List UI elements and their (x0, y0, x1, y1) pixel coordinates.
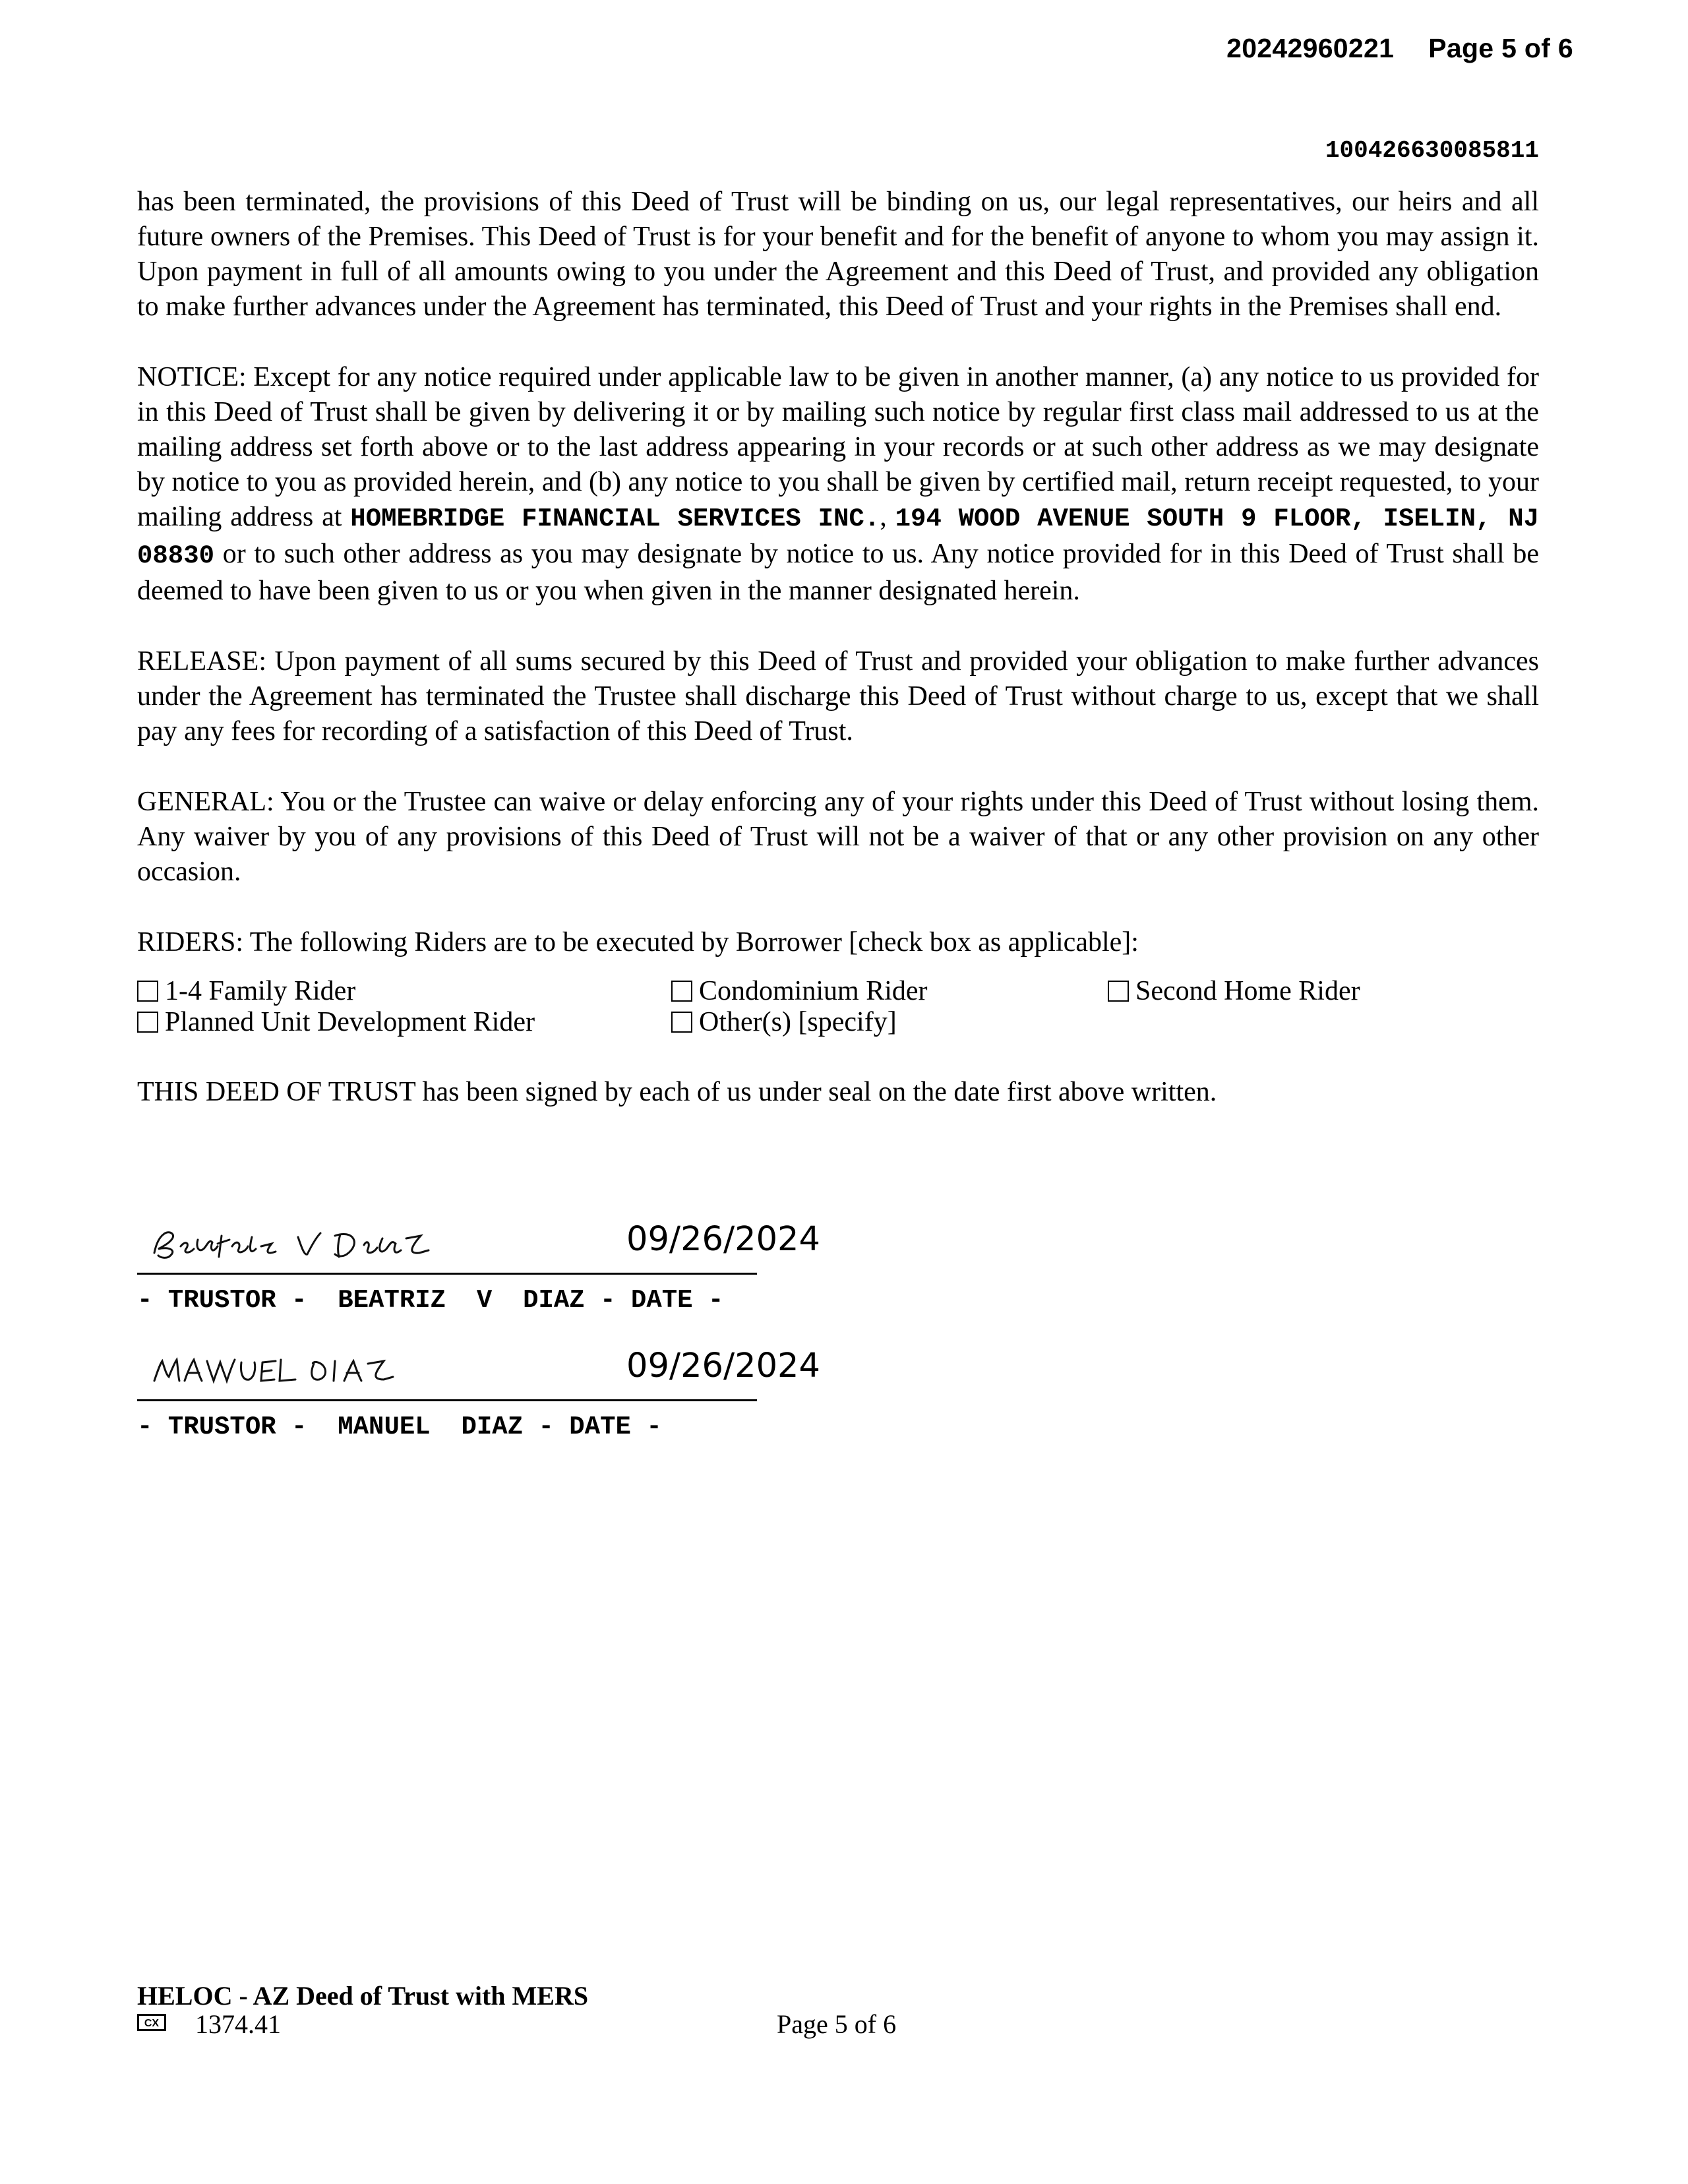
header-page-label: Page 5 of 6 (1428, 33, 1573, 63)
lender-name: HOMEBRIDGE FINANCIAL SERVICES INC. (350, 504, 880, 533)
checkbox-icon[interactable] (137, 981, 158, 1002)
signature-beatriz-diaz (149, 1220, 439, 1266)
rider-pud (137, 1007, 671, 1038)
rider-family (137, 976, 671, 1007)
checkbox-icon[interactable] (1108, 981, 1129, 1002)
rider-condominium (671, 976, 1108, 1007)
notice-text-start: NOTICE: Except for any notice required under applicable law to be given in another manner, (a) any notice to us provided for in this Deed of Trust shall be given by delivering it or by mailing such notice by regular first class mail addressed to us at the mailing address set forth above or to the last address appearing in your records or at such other address as we may designate by notice to you as provided herein, and (b) any notice to you shall be given by certified mail, return receipt requested, to your mailing address at (137, 362, 1539, 532)
lender-address: 194 WOOD AVENUE SOUTH 9 FLOOR, ISELIN, NJ 08830 (137, 504, 1540, 570)
cx-logo-icon (137, 2014, 166, 2031)
notice-comma: , (880, 502, 895, 532)
rider-second-home (1108, 976, 1503, 1007)
paragraph-continuation: has been terminated, the provisions of this Deed of Trust will be binding on us, our legal representatives, our heirs and all future owners of the Premises. This Deed of Trust is for your benefit and for the benefit of anyone to whom you may assign it. Upon payment in full of all amounts owing to you under the Agreement and this Deed of Trust, and provided any obligation to make further advances under the Agreement has terminated, this Deed of Trust and your rights in the Premises shall end. (137, 187, 1539, 322)
footer-page-number: Page 5 of 6 (777, 2009, 897, 2039)
rider-label: Second Home Rider (1135, 976, 1360, 1006)
recording-header (1226, 33, 1573, 64)
rider-label: Other(s) [specify] (699, 1007, 897, 1037)
signature-manuel-diaz (149, 1347, 400, 1393)
signature-caption: - TRUSTOR - MANUEL DIAZ - DATE - (137, 1412, 662, 1441)
riders-checklist (137, 976, 1539, 1038)
checkbox-icon[interactable] (671, 1012, 692, 1033)
recording-number: 20242960221 (1226, 33, 1395, 63)
paragraph-riders-intro: RIDERS: The following Riders are to be executed by Borrower [check box as applicable]: (137, 927, 1139, 957)
checkbox-icon[interactable] (137, 1012, 158, 1033)
footer (137, 2009, 1456, 2044)
notice-text-end: or to such other address as you may designate by notice to us. Any notice provided for in this Deed of Trust shall be deemed to have been given to us or you when given in the manner designated herein. (137, 539, 1539, 606)
paragraph-notice (137, 360, 1539, 609)
paragraph-release: RELEASE: Upon payment of all sums secured by this Deed of Trust and provided your obligation to make further advances under the Agreement has terminated the Trustee shall discharge this Deed of Trust without charge to us, except that we shall pay any fees for recording of a satisfaction of this Deed of Trust. (137, 646, 1539, 746)
signature-date: 09/26/2024 (626, 1220, 820, 1259)
paragraph-general: GENERAL: You or the Trustee can waive or delay enforcing any of your rights under this Deed of Trust without losing them. Any waiver by you of any provisions of this Deed of Trust will not be a waiver of that or any other provision on any other occasion. (137, 787, 1539, 887)
signature-line (137, 1399, 757, 1401)
signature-caption: - TRUSTOR - BEATRIZ V DIAZ - DATE - (137, 1286, 724, 1315)
signed-statement: THIS DEED OF TRUST has been signed by each of us under seal on the date first above written. (137, 1077, 1217, 1107)
loan-number: 100426630085811 (1325, 137, 1539, 164)
rider-label: 1-4 Family Rider (165, 976, 356, 1006)
form-code: 1374.41 (195, 2009, 281, 2039)
signature-date: 09/26/2024 (626, 1347, 820, 1385)
checkbox-icon[interactable] (671, 981, 692, 1002)
signature-block-2 (137, 1347, 820, 1452)
document-body (137, 185, 1539, 1145)
signature-block-1 (137, 1220, 820, 1325)
rider-label: Planned Unit Development Rider (165, 1007, 535, 1037)
rider-other (671, 1007, 1108, 1038)
svg-text:CX: CX (144, 2018, 160, 2029)
signature-line (137, 1273, 757, 1275)
rider-label: Condominium Rider (699, 976, 928, 1006)
form-title: HELOC - AZ Deed of Trust with MERS (137, 1981, 589, 2011)
